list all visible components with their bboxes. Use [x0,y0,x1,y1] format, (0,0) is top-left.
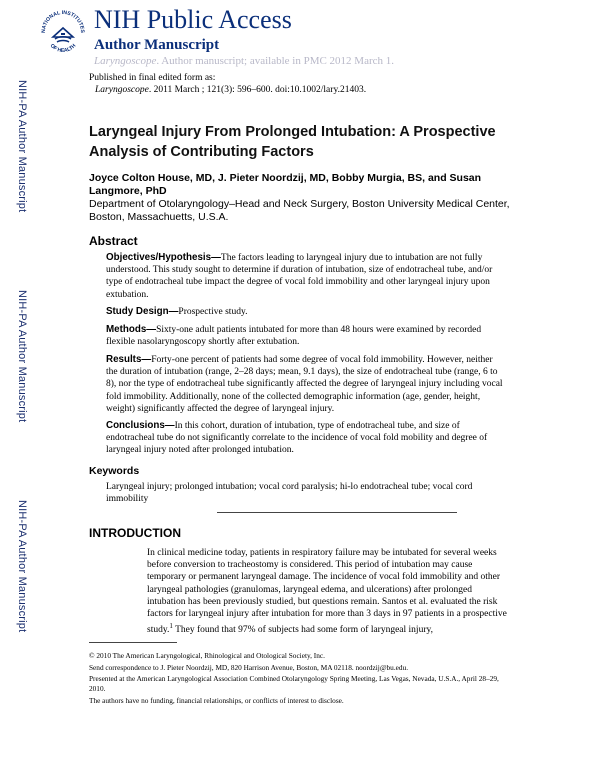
logo-bottom-text: OF HEALTH [48,42,78,55]
availability-watermark [94,55,394,67]
design-text: Prospective study. [178,307,248,317]
design-label: Study Design— [106,306,179,317]
abstract-study-design [106,306,503,318]
watermark-journal: Laryngoscope [94,55,157,67]
conclusions-label: Conclusions— [106,420,175,431]
nih-logo [38,6,88,58]
methods-text: Sixty-one adult patients intubated for more than 48 hours were examined by recorded flexible nasolaryngoscopy shortly after extubation. [106,325,482,348]
published-in-line: Published in final edited form as: [89,73,216,83]
abstract-methods [106,324,503,348]
objectives-text: The factors leading to laryngeal injury due to intubation are not fully understood. This study sought to determine if duration of intubation, size of endotracheal tube, and/or type of endotracheal tube impact the degree of vocal fold immobility and other laryngeal injury upon extubation. [106,253,493,300]
footnote-presented: Presented at the American Laryngological Association Combined Otolaryngology Spring Meeting, Las Vegas, Nevada, U.S.A., April 28–29, 2010. [89,674,499,693]
results-label: Results— [106,354,152,365]
intro-text-2: They found that 97% of subjects had some form of laryngeal injury, [172,625,433,636]
citation-journal: Laryngoscope [95,85,149,95]
citation-details: . 2011 March ; 121(3): 596–600. doi:10.1002/lary.21403. [148,85,367,95]
watermark-rest: . Author manuscript; available in PMC 2012 March 1. [156,55,395,67]
keywords-heading: Keywords [89,465,140,477]
intro-text-1: In clinical medicine today, patients in respiratory failure may be intubated for several weeks before conversion to tracheostomy is considered. This period of intubation may cause temporary or permanent laryngeal damage. The incidence of vocal fold immobility and other laryngeal pathologies (granulomas, laryngeal edema, and ulcerations) after prolonged intubation has been previously studied, but questions remain. Santos et al. evaluated the risk factors for laryngeal injury after intubation for more than 3 days in 97 patients in a prospective study. [147,548,507,636]
side-label-bottom: NIH-PA Author Manuscript [16,500,28,633]
footnote-copyright: © 2010 The American Laryngological, Rhinological and Otological Society, Inc. [89,651,325,660]
abstract-objectives [106,252,503,301]
footnote-divider [89,642,177,643]
results-text: Forty-one percent of patients had some degree of vocal fold immobility. However, neither the duration of intubation (range, 2–28 days; mean, 9.1 days), the size of endotracheal tube (range, 6 to 8), nor the type of endotracheal tube significantly affected the degree of laryngeal injury including vocal fold immobility. Additionally, none of the collected demographic information (age, gender, height, weight) significantly affected the degree of laryngeal injury. [106,355,503,414]
abstract-results [106,354,503,415]
footnote-correspondence: Send correspondence to J. Pieter Noordzij, MD, 820 Harrison Avenue, Boston, MA 02118. noordzij@bu.edu. [89,663,409,672]
side-label-top: NIH-PA Author Manuscript [16,80,28,213]
article-affiliation: Department of Otolaryngology–Head and Neck Surgery, Boston University Medical Center, Boston, Massachuetts, U.S.A. [89,198,510,223]
introduction-heading: INTRODUCTION [89,526,181,540]
citation-line [95,84,366,96]
objectives-label: Objectives/Hypothesis— [106,252,221,263]
logo-top-text: NATIONAL INSTITUTES [40,9,86,34]
keywords-text: Laryngeal injury; prolonged intubation; vocal cord paralysis; hi-lo endotracheal tube; vocal cord immobility [106,482,473,504]
footnote-disclosure: The authors have no funding, financial relationships, or conflicts of interest to disclose. [89,696,344,705]
methods-label: Methods— [106,324,157,335]
author-manuscript-subtitle: Author Manuscript [94,37,220,53]
svg-text:OF HEALTH [49,43,78,54]
side-label-middle: NIH-PA Author Manuscript [16,290,28,423]
introduction-paragraph [147,547,509,637]
section-divider [217,512,457,513]
article-title: Laryngeal Injury From Prolonged Intubation: A Prospective Analysis of Contributing Factors [89,124,496,160]
svg-text:NATIONAL INSTITUTES [41,10,85,34]
article-authors: Joyce Colton House, MD, J. Pieter Noordzij, MD, Bobby Murgia, BS, and Susan Langmore, PhD [89,172,482,197]
conclusions-text: In this cohort, duration of intubation, type of endotracheal tube, and size of endotracheal tube do not significantly correlate to the incidence of vocal fold mobility and degree of laryngeal injury noted after prolonged intubation. [106,421,488,456]
abstract-conclusions [106,420,503,457]
abstract-heading: Abstract [89,234,138,248]
reference-1[interactable]: 1 [169,622,173,631]
nih-public-access-title: NIH Public Access [94,5,292,34]
